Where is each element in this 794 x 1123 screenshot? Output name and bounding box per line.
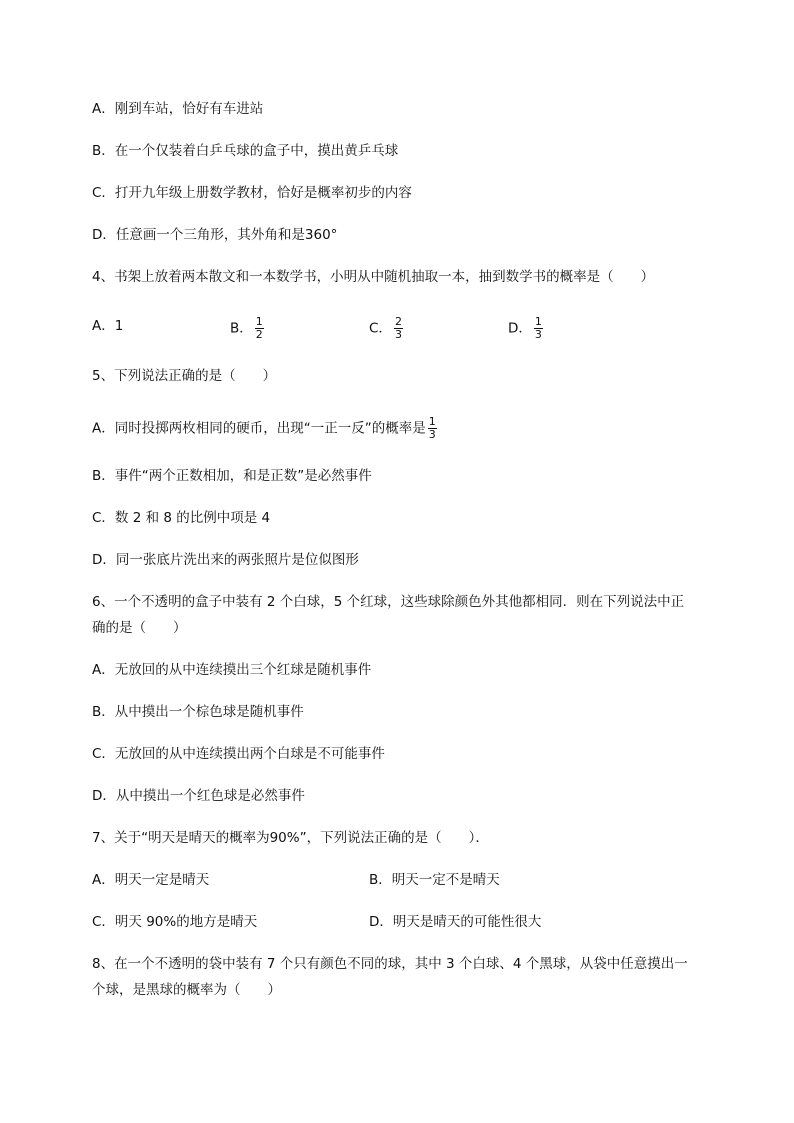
fraction: [394, 316, 403, 341]
q7-option-a: A．明天一定是晴天: [92, 872, 210, 888]
q6-option-c: C．无放回的从中连续摸出两个白球是不可能事件: [92, 746, 385, 762]
q4-option-a: A．1: [92, 318, 124, 334]
q3-option-b: B．在一个仅装着白乒乓球的盒子中，摸出黄乒乓球: [92, 143, 399, 159]
q6-stem-line-2: 确的是（ ）: [92, 620, 187, 636]
q7-option-d: D．明天是晴天的可能性很大: [369, 914, 542, 930]
q3-option-d: D．任意画一个三角形，其外角和是360°: [92, 227, 338, 243]
q4-option-c: [369, 316, 403, 341]
q3-option-a: A．刚到车站，恰好有车进站: [92, 101, 264, 117]
q4-option-b-label: B．: [230, 320, 253, 337]
q7-stem: 7、关于“明天是晴天的概率为90%”，下列说法正确的是（ ）．: [92, 830, 489, 846]
denominator: 3: [428, 428, 436, 441]
q4-option-c-label: C．: [369, 320, 392, 337]
q6-stem-line-1: 6、一个不透明的盒子中装有 2 个白球，5 个红球，这些球除颜色外其他都相同．则在下列说法中正: [92, 594, 685, 610]
denominator: 2: [255, 328, 263, 341]
fraction: [428, 416, 437, 441]
q5-option-c: C．数 2 和 8 的比例中项是 4: [92, 510, 271, 526]
q5-option-a-text: A．同时投掷两枚相同的硬币，出现“一正一反”的概率是: [92, 420, 426, 437]
numerator: 2: [394, 315, 402, 328]
denominator: 3: [394, 328, 402, 341]
q4-option-d: [508, 316, 543, 341]
q8-stem-line-1: 8、在一个不透明的袋中装有 7 个只有颜色不同的球，其中 3 个白球、4 个黑球，从袋中任意摸出一: [92, 956, 688, 972]
numerator: 1: [428, 415, 436, 428]
numerator: 1: [255, 315, 263, 328]
q6-option-d: D．从中摸出一个红色球是必然事件: [92, 788, 305, 804]
q5-option-d: D．同一张底片洗出来的两张照片是位似图形: [92, 552, 359, 568]
denominator: 3: [534, 328, 542, 341]
fraction: [534, 316, 543, 341]
q4-option-d-label: D．: [508, 320, 532, 337]
q7-option-b: B．明天一定不是晴天: [369, 872, 500, 888]
q6-option-b: B．从中摸出一个棕色球是随机事件: [92, 704, 304, 720]
q5-stem: 5、下列说法正确的是（ ）: [92, 368, 277, 384]
q4-stem: 4、书架上放着两本散文和一本数学书，小明从中随机抽取一本，抽到数学书的概率是（ ）: [92, 269, 655, 285]
q5-option-a: [92, 416, 437, 441]
q6-option-a: A．无放回的从中连续摸出三个红球是随机事件: [92, 662, 372, 678]
q4-option-b: [230, 316, 264, 341]
q8-stem-line-2: 个球，是黑球的概率为（ ）: [92, 982, 281, 998]
q5-option-b: B．事件“两个正数相加，和是正数”是必然事件: [92, 468, 372, 484]
q7-option-c: C．明天 90%的地方是晴天: [92, 914, 258, 930]
numerator: 1: [534, 315, 542, 328]
q3-option-c: C．打开九年级上册数学教材，恰好是概率初步的内容: [92, 185, 412, 201]
fraction: [255, 316, 264, 341]
